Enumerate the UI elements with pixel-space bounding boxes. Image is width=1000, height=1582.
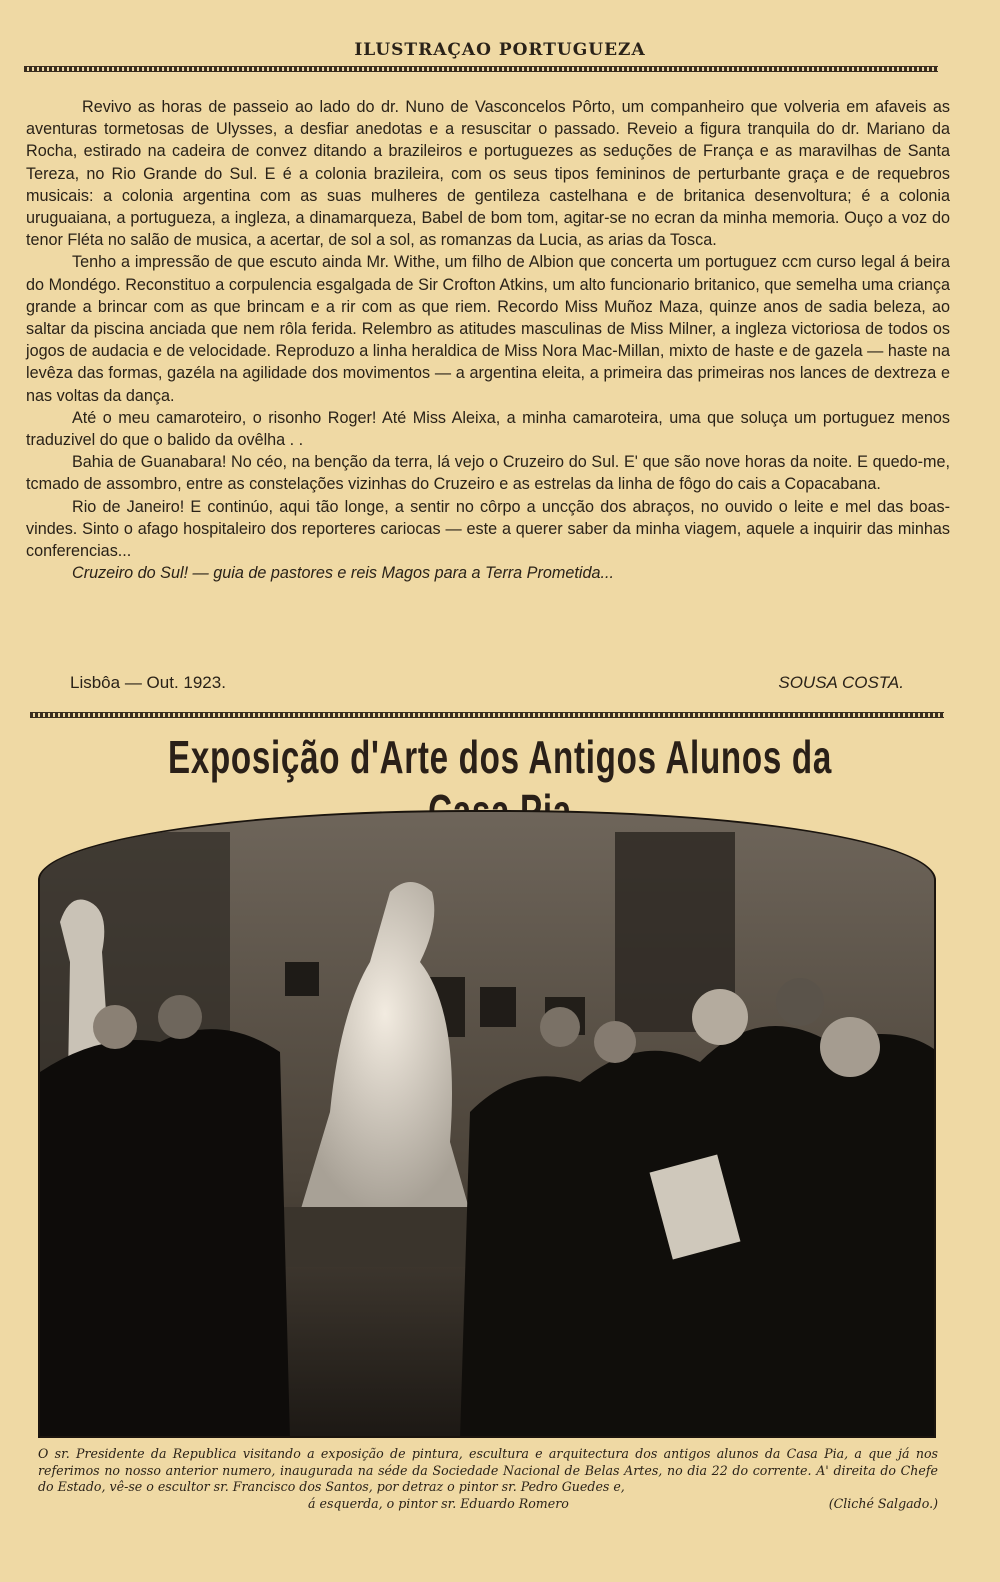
author-signature: SOUSA COSTA. <box>778 673 904 692</box>
paragraph: Revivo as horas de passeio ao lado do dr. Nuno de Vasconcelos Pôrto, um companheiro que volveria em afaveis as aventuras tormetosas de Ulysses, a desfiar anedotas e a resuscitar o passado. Reveio a figura tranquila do dr. Mariano da Rocha, estirado na cadeira de convez ditando a brazileiros e portuguezes as seduções de França e as maravilhas de Santa Tereza, no Rio Grande do Sul. E é a colonia brazileira, com os seus tipos femininos de perturbante graça e de requebros musicais: a colonia argentina com as suas mulheres de gentileza castelhana e de britanica desenvoltura; é a colonia uruguaiana, a portugueza, a ingleza, a dinamarqueza, Babel de bom tom, agitar-se no ecran da minha memoria. Ouço a voz do tenor Fléta no salão de musica, a acertar, de sol a sol, as romanzas da Lucia, as arias da Tosca. <box>26 98 950 250</box>
article-body <box>26 96 950 584</box>
feature-title: Exposição d'Arte dos Antigos Alunos da <box>168 731 832 783</box>
paragraph: Tenho a impressão de que escuto ainda Mr. Withe, um filho de Albion que concerta um portuguez ccm curso legal á beira do Mondégo. Reconstituo a corpulencia esgalgada de Sir Crofton Atkins, um alto funcionario britanico, que semelha uma criança grande a brincar com as que brincam e a rir com as que riem. Recordo Miss Muñoz Maza, quinze anos de sadia beleza, ao saltar da piscina anciada que nem rôla ferida. Relembro as atitudes masculinas de Miss Milner, a ingleza victoriosa de todos os jogos de audacia e de velocidade. Reproduzo a linha heraldica de Miss Nora Mac-Millan, mixto de haste e de gazela — haste na levêza das formas, gazéla na agilidade dos movimentos — a argentina eleita, a primeira das primeiras nos lances de dextreza e nas voltas da dança. <box>26 253 950 405</box>
paragraph: Bahia de Guanabara! No céo, na benção da terra, lá vejo o Cruzeiro do Sul. E' que são nove horas da noite. E quedo-me, tcmado de assombro, entre as constelações vizinhas do Cruzeiro e as estrelas da linha de fôgo do cais a Copacabana. <box>26 453 950 494</box>
place-date: Lisbôa — Out. 1923. <box>70 673 226 692</box>
photo-caption <box>38 1446 938 1512</box>
paragraph-closing: Cruzeiro do Sul! — guia de pastores e reis Magos para a Terra Prometida... <box>72 564 614 583</box>
section-rule <box>30 712 944 718</box>
paragraph: Até o meu camaroteiro, o risonho Roger! Até Miss Aleixa, a minha camaroteira, uma que soluça um portuguez menos traduzivel do que o balido da ovêlha . . <box>26 408 950 450</box>
caption-last-line: á esquerda, o pintor sr. Eduardo Romero <box>308 1495 569 1511</box>
header-rule <box>24 66 938 72</box>
photo-credit: (Cliché Salgado.) <box>828 1495 938 1511</box>
photo-illustration <box>40 812 936 1438</box>
paragraph: Rio de Janeiro! E continúo, aqui tão longe, a sentir no côrpo a uncção dos abraços, no ouvido o leite e mel das boas-vindes. Sinto o afago hospitaleiro dos reporteres cariocas — este a querer saber da minha viagem, aquele a inquirir das minhas conferencias... <box>26 497 950 561</box>
caption-text: O sr. Presidente da Republica visitando a exposição de pintura, escultura e arquitectura dos antigos alunos da Casa Pia, a que já nos referimos no nosso anterior numero, inaugurada na séde da Sociedade Nacional de Belas Artes, no dia 22 do corrente. A' direita do Chefe do Estado, vê-se o escultor sr. Francisco dos Santos, por detraz o pintor sr. Pedro Guedes e, <box>38 1446 938 1494</box>
exhibition-photo <box>38 810 936 1438</box>
running-header: ILUSTRAÇAO PORTUGUEZA <box>354 40 646 60</box>
